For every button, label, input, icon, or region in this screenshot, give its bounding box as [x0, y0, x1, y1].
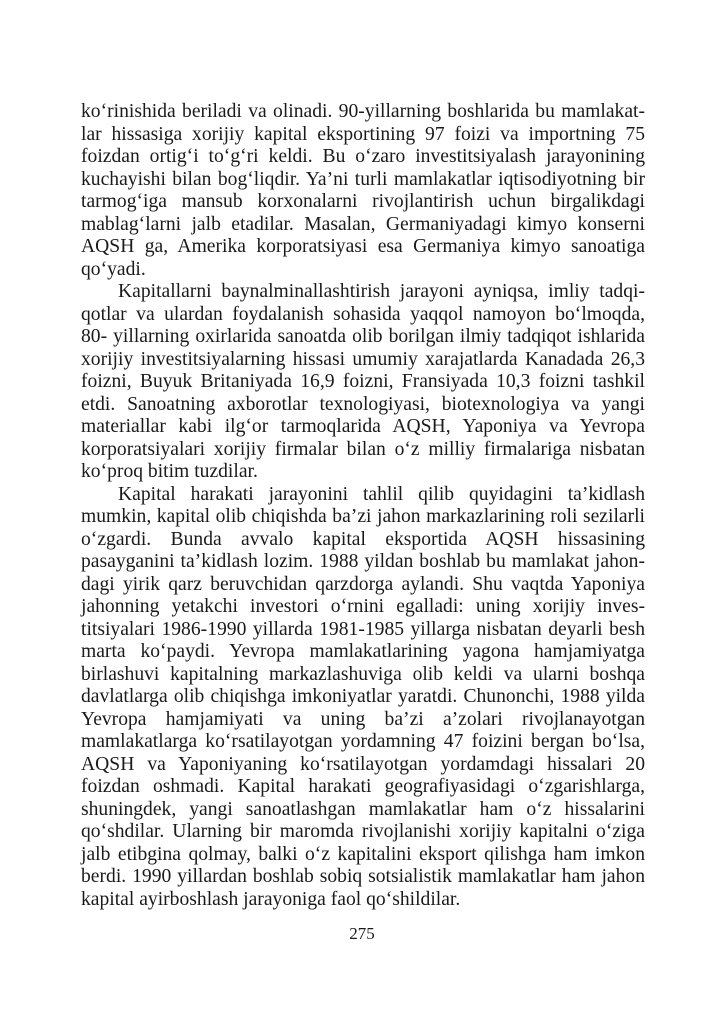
text-line: mamlakatlarga ko‘rsatilayotgan yordamning 47 foizini bergan bo‘lsa, [81, 731, 645, 752]
text-line: korporatsiyalari xorijiy firmalar bilan o‘z milliy firmalariga nisbatan [81, 438, 645, 460]
text-line: birlashuvi kapitalning markazlashuviga olib keldi va ularni boshqa [81, 663, 645, 685]
text-line: dagi yirik qarz beruvchidan qarzdorga aylandi. Shu vaqtda Yaponiya [81, 573, 645, 595]
text-line: foizdan oshmadi. Kapital harakati geografiyasidagi o‘zgarishlarga, [81, 776, 645, 797]
text-line: kapital ayirboshlash jarayoniga faol qo‘shildilar. [81, 888, 461, 910]
text-line: xorijiy investitsiyalarning hissasi umumiy xarajatlarda Kanadada 26,3 [81, 348, 645, 370]
text-line: materiallar kabi ilg‘or tarmoqlarida AQSH, Yaponiya va Yevropa [81, 416, 645, 437]
text-line: jalb etibgina qolmay, balki o‘z kapitalini eksport qilishga ham imkon [81, 843, 645, 865]
text-line: foizdan ortig‘i to‘g‘ri keldi. Bu o‘zaro investitsiyalash jarayonining [81, 146, 645, 167]
text-line: mablag‘larni jalb etadilar. Masalan, Germaniyadagi kimyo konserni [81, 213, 645, 235]
text-line: qo‘yadi. [81, 258, 146, 280]
text-line: berdi. 1990 yillardan boshlab sobiq sotsialistik mamlakatlar ham jahon [81, 866, 645, 887]
text-line: pasayganini ta’kidlash lozim. 1988 yildan boshlab bu mamlakat jahon- [81, 551, 645, 572]
text-line: shuningdek, yangi sanoatlashgan mamlakatlar ham o‘z hissalarini [81, 798, 645, 820]
paragraph [81, 101, 645, 281]
text-line: kuchayishi bilan bog‘liqdir. Ya’ni turli mamlakatlar iqtisodiyotning bir [81, 168, 645, 190]
text-line: jahonning yetakchi investori o‘rnini egalladi: uning xorijiy inves- [81, 596, 645, 617]
text-line: etdi. Sanoatning axborotlar texnologiyasi, biotexnologiya va yangi [81, 393, 645, 415]
text-line: ko‘rinishida beriladi va olinadi. 90-yillarning boshlarida bu mamlakat- [81, 101, 645, 122]
text-line: 80- yillarning oxirlarida sanoatda olib borilgan ilmiy tadqiqot ishlarida [81, 326, 645, 347]
text-line: titsiyalari 1986-1990 yillarda 1981-1985 yillarga nisbatan deyarli besh [81, 618, 645, 640]
text-line: foizni, Buyuk Britaniyada 16,9 foizni, Fransiyada 10,3 foizni tashkil [81, 371, 645, 392]
text-line: davlatlarga olib chiqishga imkoniyatlar yaratdi. Chunonchi, 1988 yilda [81, 686, 645, 707]
text-line: marta ko‘paydi. Yevropa mamlakatlarining yagona hamjamiyatga [81, 641, 645, 662]
text-line: Kapital harakati jarayonini tahlil qilib quyidagini ta’kidlash [118, 483, 645, 505]
text-line: AQSH ga, Amerika korporatsiyasi esa Germaniya kimyo sanoatiga [81, 236, 645, 257]
page-body-text [81, 101, 645, 911]
text-line: Kapitallarni baynalminallashtirish jarayoni ayniqsa, imliy tadqi- [118, 281, 645, 302]
text-line: tarmog‘iga mansub korxonalarni rivojlantirish uchun birgalikdagi [81, 191, 645, 212]
text-line: lar hissasiga xorijiy kapital eksportining 97 foizi va importning 75 [81, 123, 645, 145]
text-line: ko‘proq bitim tuzdilar. [81, 461, 258, 482]
text-line: AQSH va Yaponiyaning ko‘rsatilayotgan yordamdagi hissalari 20 [81, 753, 645, 775]
paragraph [81, 484, 645, 912]
page-number: 275 [349, 924, 375, 943]
text-line: Yevropa hamjamiyati va uning ba’zi a’zolari rivojlanayotgan [81, 708, 645, 730]
paragraph [81, 281, 645, 484]
text-line: qotlar va ulardan foydalanish sohasida yaqqol namoyon bo‘lmoqda, [81, 303, 645, 325]
text-line: qo‘shdilar. Ularning bir maromda rivojlanishi xorijiy kapitalni o‘ziga [81, 821, 645, 842]
text-line: o‘zgardi. Bunda avvalo kapital eksportida AQSH hissasining [81, 528, 645, 550]
text-line: mumkin, kapital olib chiqishda ba’zi jahon markazlarining roli sezilarli [81, 506, 645, 527]
